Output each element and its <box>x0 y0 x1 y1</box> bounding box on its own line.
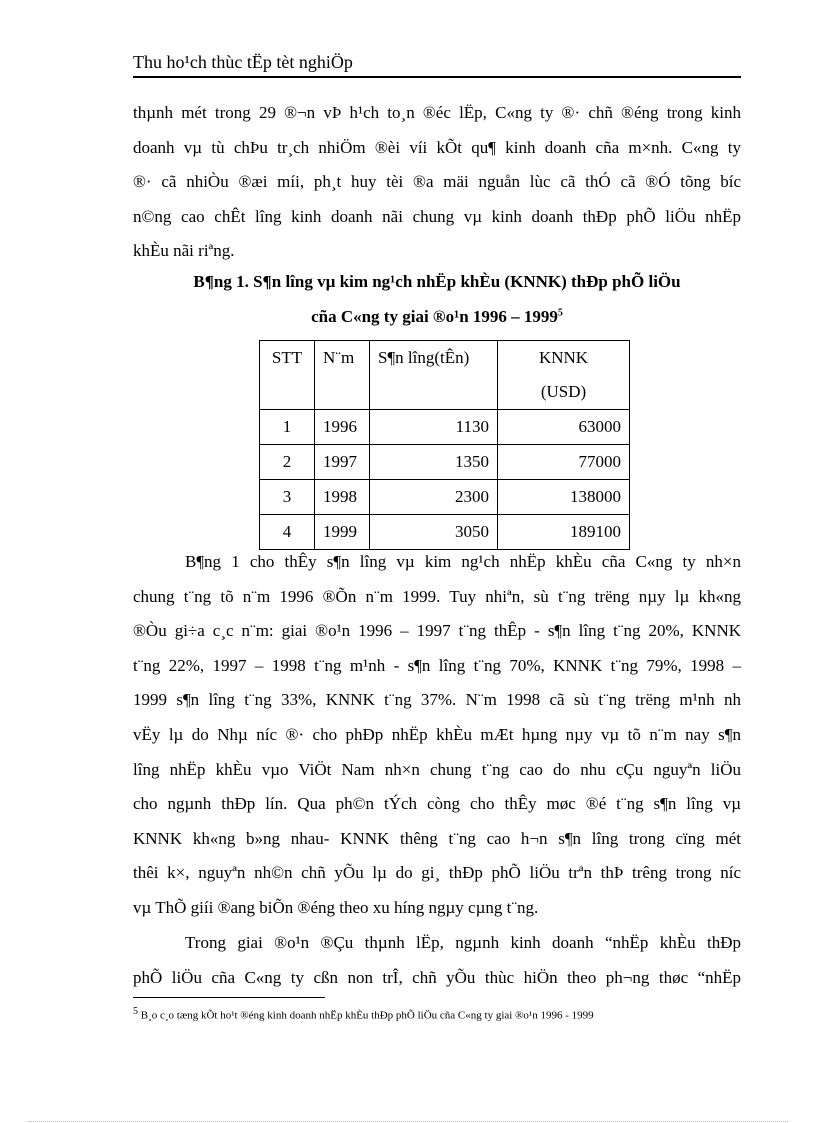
text-line: 1999 s¶n lîng t¨ng 33%, KNNK t¨ng 37%. N¨m 1998 cã sù t¨ng trëng m¹nh nh <box>133 690 741 710</box>
cell-quantity: 3050 <box>370 515 498 550</box>
table-caption-text: cña C«ng ty giai ®o¹n 1996 – 1999 <box>311 307 558 326</box>
cell-year: 1999 <box>315 515 370 550</box>
cell-stt: 2 <box>260 445 315 480</box>
paragraph-analysis <box>133 545 741 926</box>
text-line: phÕ liÖu cña C«ng ty cßn non trÎ, chñ yÕu thùc hiÖn theo ph¬ng thøc “nhËp <box>133 967 741 987</box>
cell-year: 1997 <box>315 445 370 480</box>
header-knnk <box>498 341 630 410</box>
table-row <box>260 480 630 515</box>
header-knnk-unit: (USD) <box>540 382 587 401</box>
table-row <box>260 445 630 480</box>
text-line: vËy lµ do Nhµ níc ®· cho phÐp nhËp khÈu mÆt hµng nµy vµ tõ n¨m nay s¶n <box>133 724 741 744</box>
table-row <box>260 410 630 445</box>
cell-year: 1996 <box>315 410 370 445</box>
text-line: ®Òu gi÷a c¸c n¨m: giai ®o¹n 1996 – 1997 t¨ng thÊp - s¶n lîng t¨ng 20%, KNNK <box>133 621 741 641</box>
header-knnk-label: KNNK <box>538 348 589 367</box>
text-line: chung t¨ng tõ n¨m 1996 ®Õn n¨m 1999. Tuy nhiªn, sù t¨ng trëng nµy lµ kh«ng <box>133 586 741 606</box>
data-table <box>259 340 630 550</box>
cell-stt: 1 <box>260 410 315 445</box>
cell-quantity: 2300 <box>370 480 498 515</box>
cell-knnk: 77000 <box>498 445 630 480</box>
cell-year: 1998 <box>315 480 370 515</box>
text-line: ®· cã nhiÒu ®æi míi, ph¸t huy tèi ®a mäi nguån lùc cã thÓ cã ®Ó tõng bíc <box>133 172 741 192</box>
cell-stt: 4 <box>260 515 315 550</box>
text-line: t¨ng 22%, 1997 – 1998 t¨ng m¹nh - s¶n lîng t¨ng 70%, KNNK t¨ng 79%, 1998 – <box>133 655 741 675</box>
text-line: lîng nhËp khÈu vµo ViÖt Nam nh×n chung t¨ng cao do nhu cÇu nguyªn liÖu <box>133 759 741 779</box>
table-caption-line1: B¶ng 1. S¶n lîng vµ kim ng¹ch nhËp khÈu (KNNK) thÐp phÕ liÖu <box>193 272 681 291</box>
footnote-ref: 5 <box>557 307 563 319</box>
cell-knnk: 189100 <box>498 515 630 550</box>
footnote-text: B¸o c¸o tæng kÕt ho¹t ®éng kinh doanh nhËp khÈu thÐp phÕ liÖu cña C«ng ty giai ®o¹n 1996 - 1999 <box>140 1009 594 1022</box>
footnote-number: 5 <box>133 1006 138 1017</box>
cell-quantity: 1350 <box>370 445 498 480</box>
text-line: thµnh mét trong 29 ®¬n vÞ h¹ch to¸n ®éc lËp, C«ng ty ®· chñ ®éng trong kinh <box>133 103 741 122</box>
header-rule <box>133 76 741 78</box>
header-year: N¨m <box>315 341 370 410</box>
paragraph-intro <box>133 96 741 269</box>
text-line: khÈu nãi riªng. <box>133 241 235 261</box>
cell-stt: 3 <box>260 480 315 515</box>
paragraph-early-stage <box>133 926 741 995</box>
text-line: cho ngµnh thÐp lín. Qua ph©n tÝch còng cho thÊy møc ®é t¨ng s¶n lîng vµ <box>133 794 741 814</box>
text-line: B¶ng 1 cho thÊy s¶n lîng vµ kim ng¹ch nhËp khÈu cña C«ng ty nh×n <box>185 552 741 571</box>
table-header-row <box>260 341 630 410</box>
cell-knnk: 138000 <box>498 480 630 515</box>
footnote-rule <box>133 997 325 998</box>
table-caption-line2 <box>133 307 741 327</box>
text-line: n©ng cao chÊt lîng kinh doanh nãi chung vµ kinh doanh thÐp phÕ liÖu nhËp <box>133 206 741 226</box>
footnote <box>133 1006 594 1022</box>
text-line: KNNK kh«ng b»ng nhau- KNNK thêng t¨ng cao h¬n s¶n lîng trong cïng mét <box>133 828 741 848</box>
header-stt: STT <box>260 341 315 410</box>
text-line: doanh vµ tù chÞu tr¸ch nhiÖm ®èi víi kÕt qu¶ kinh doanh cña m×nh. C«ng ty <box>133 137 741 157</box>
text-line: thêi k×, nguyªn nh©n chñ yÕu lµ do gi¸ thÐp phÕ liÖu trªn thÞ trêng trong níc <box>133 863 741 883</box>
text-line: vµ ThÕ giíi ®ang biÕn ®éng theo xu híng ngµy cµng t¨ng. <box>133 897 539 917</box>
page-header-title: Thu ho¹ch thùc tËp tèt nghiÖp <box>133 52 353 72</box>
text-line: Trong giai ®o¹n ®Çu thµnh lËp, ngµnh kinh doanh “nhËp khÈu thÐp <box>185 933 741 952</box>
header-quantity: S¶n lîng(tÊn) <box>370 341 498 410</box>
page-bottom-divider <box>28 1121 788 1122</box>
cell-knnk: 63000 <box>498 410 630 445</box>
cell-quantity: 1130 <box>370 410 498 445</box>
